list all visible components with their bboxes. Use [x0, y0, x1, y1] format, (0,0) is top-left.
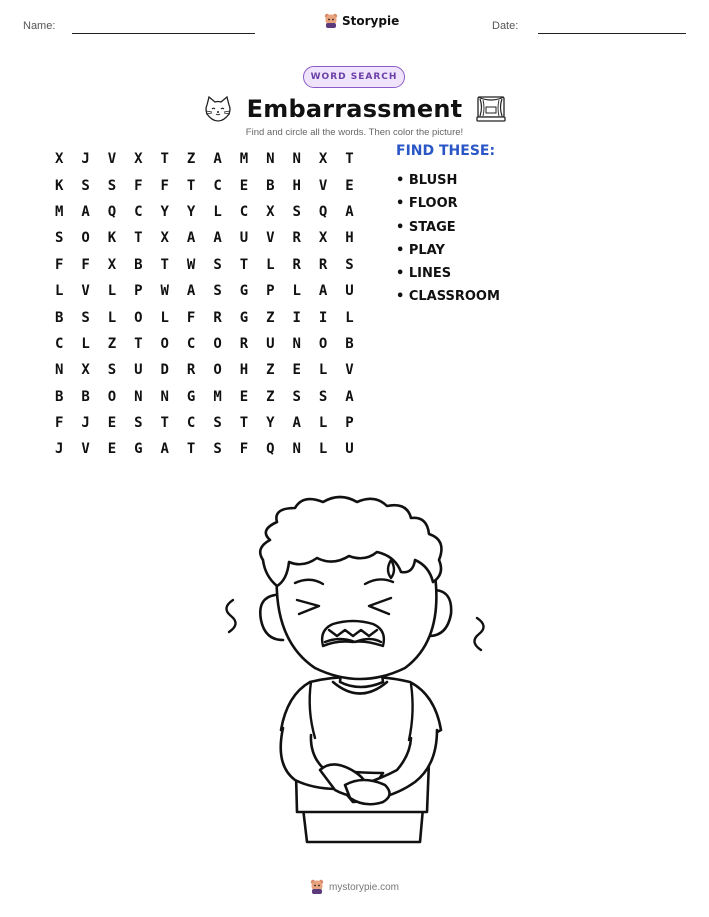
grid-letter[interactable]: S: [345, 256, 354, 273]
grid-letter[interactable]: O: [318, 335, 328, 352]
grid-letter[interactable]: D: [160, 362, 169, 379]
brand-logo: [324, 13, 399, 29]
word-list-item: • PLAY: [396, 242, 445, 258]
grid-letter[interactable]: N: [292, 151, 301, 168]
grid-letter[interactable]: P: [134, 283, 143, 300]
grid-letter[interactable]: N: [292, 441, 301, 458]
grid-letter[interactable]: F: [160, 177, 169, 194]
word-list-item: • BLUSH: [396, 173, 458, 188]
grid-letter[interactable]: S: [318, 388, 328, 405]
grid-letter[interactable]: X: [318, 230, 328, 247]
grid-letter[interactable]: A: [81, 203, 90, 220]
grid-letter[interactable]: J: [54, 441, 64, 458]
word-list-item: • CLASSROOM: [396, 289, 500, 305]
grid-letter[interactable]: U: [134, 362, 143, 379]
grid-letter[interactable]: A: [213, 151, 222, 168]
grid-letter[interactable]: P: [266, 283, 275, 300]
name-field-line[interactable]: [72, 33, 255, 34]
grid-letter[interactable]: J: [81, 415, 90, 432]
grid-letter[interactable]: X: [134, 151, 143, 168]
grid-letter[interactable]: H: [239, 362, 249, 379]
grid-letter[interactable]: O: [160, 335, 169, 352]
grid-letter[interactable]: U: [345, 441, 354, 458]
grid-letter[interactable]: A: [345, 203, 354, 220]
grid-letter[interactable]: T: [345, 151, 354, 168]
grid-letter[interactable]: F: [134, 177, 143, 194]
grid-letter[interactable]: O: [107, 388, 117, 405]
page-title: Embarrassment: [246, 95, 463, 123]
grid-letter[interactable]: L: [292, 283, 301, 300]
bear-mascot-icon: [310, 879, 324, 895]
grid-letter[interactable]: A: [160, 441, 169, 458]
grid-letter[interactable]: S: [107, 362, 117, 379]
grid-letter[interactable]: T: [160, 151, 169, 168]
grid-letter[interactable]: V: [345, 362, 354, 379]
grid-letter[interactable]: T: [186, 177, 196, 194]
grid-letter[interactable]: X: [54, 151, 64, 168]
grid-letter[interactable]: H: [345, 230, 354, 247]
grid-letter[interactable]: X: [318, 151, 328, 168]
grid-letter[interactable]: F: [54, 256, 64, 273]
grid-letter[interactable]: S: [213, 415, 222, 432]
grid-letter[interactable]: Y: [266, 415, 275, 432]
grid-letter[interactable]: S: [81, 177, 90, 194]
grid-letter[interactable]: M: [239, 151, 249, 168]
instructions: Find and circle all the words. Then color the picture!: [245, 127, 464, 138]
grid-letter[interactable]: N: [54, 362, 64, 379]
grid-letter[interactable]: L: [318, 415, 328, 432]
grid-letter[interactable]: X: [160, 230, 169, 247]
grid-letter[interactable]: C: [239, 203, 249, 220]
grid-letter[interactable]: T: [186, 441, 196, 458]
grid-letter[interactable]: S: [292, 203, 301, 220]
grid-letter[interactable]: S: [54, 230, 64, 247]
grid-letter[interactable]: B: [81, 388, 90, 405]
grid-letter[interactable]: S: [213, 441, 222, 458]
embarrassed-boy-illustration: [215, 490, 495, 850]
grid-letter[interactable]: S: [292, 388, 301, 405]
grid-letter[interactable]: X: [107, 256, 117, 273]
grid-letter[interactable]: B: [54, 388, 64, 405]
grid-letter[interactable]: T: [239, 256, 249, 273]
grid-letter[interactable]: C: [54, 335, 64, 352]
grid-letter[interactable]: R: [186, 362, 196, 379]
grid-letter[interactable]: K: [54, 177, 64, 194]
grid-letter[interactable]: L: [81, 335, 90, 352]
grid-letter[interactable]: S: [213, 283, 222, 300]
grid-letter[interactable]: A: [213, 230, 222, 247]
grid-letter[interactable]: K: [107, 230, 117, 247]
grid-letter[interactable]: N: [160, 388, 169, 405]
name-label: Name:: [23, 20, 56, 32]
stage-curtain-icon: [476, 95, 506, 123]
grid-letter[interactable]: M: [213, 388, 222, 405]
grid-letter[interactable]: N: [266, 151, 275, 168]
grid-letter[interactable]: X: [266, 203, 275, 220]
grid-letter[interactable]: L: [266, 256, 275, 273]
grid-letter[interactable]: R: [292, 230, 301, 247]
grid-letter[interactable]: B: [54, 309, 64, 326]
grid-letter[interactable]: O: [81, 230, 90, 247]
grid-letter[interactable]: L: [54, 283, 64, 300]
grid-letter[interactable]: S: [81, 309, 90, 326]
grid-letter[interactable]: V: [81, 283, 90, 300]
date-label: Date:: [492, 20, 519, 32]
grid-letter[interactable]: X: [81, 362, 90, 379]
grid-letter[interactable]: G: [239, 283, 249, 300]
grid-letter[interactable]: A: [318, 283, 328, 300]
grid-letter[interactable]: C: [186, 415, 196, 432]
grid-letter[interactable]: R: [213, 309, 222, 326]
grid-letter[interactable]: U: [239, 230, 249, 247]
grid-letter[interactable]: G: [239, 309, 249, 326]
grid-letter[interactable]: B: [266, 177, 275, 194]
grid-letter[interactable]: F: [81, 256, 90, 273]
grid-letter[interactable]: E: [107, 441, 117, 458]
cat-face-icon: [203, 96, 233, 122]
grid-letter[interactable]: Y: [186, 203, 196, 220]
grid-letter[interactable]: F: [54, 415, 64, 432]
grid-letter[interactable]: V: [266, 230, 275, 247]
worksheet-header: [0, 0, 709, 50]
grid-letter[interactable]: L: [318, 362, 328, 379]
brand-name: Storypie: [342, 14, 400, 28]
footer-url[interactable]: mystorypie.com: [328, 881, 399, 893]
grid-letter[interactable]: L: [318, 441, 328, 458]
grid-letter[interactable]: E: [107, 415, 117, 432]
grid-letter[interactable]: L: [345, 309, 354, 326]
grid-letter[interactable]: E: [345, 177, 354, 194]
grid-letter[interactable]: L: [213, 203, 222, 220]
grid-letter[interactable]: C: [213, 177, 222, 194]
grid-letter[interactable]: Z: [266, 388, 275, 405]
grid-letter[interactable]: V: [81, 441, 90, 458]
letter-grid: [46, 146, 363, 463]
word-search-badge: WORD SEARCH: [303, 66, 405, 88]
grid-letter[interactable]: H: [292, 177, 301, 194]
bear-mascot-icon: [324, 13, 338, 29]
grid-letter[interactable]: G: [186, 388, 196, 405]
word-list-title: FIND THESE:: [396, 143, 496, 159]
word-list-item: • STAGE: [396, 219, 456, 235]
grid-letter[interactable]: M: [54, 203, 64, 220]
grid-letter[interactable]: U: [345, 283, 354, 300]
grid-letter[interactable]: U: [266, 335, 275, 352]
grid-letter[interactable]: O: [213, 335, 222, 352]
grid-letter[interactable]: R: [239, 335, 249, 352]
grid-letter[interactable]: C: [186, 335, 196, 352]
grid-letter[interactable]: E: [239, 388, 249, 405]
grid-letter[interactable]: Z: [266, 309, 275, 326]
grid-letter[interactable]: O: [213, 362, 222, 379]
grid-letter[interactable]: Z: [107, 335, 117, 352]
date-field-line[interactable]: [538, 33, 686, 34]
grid-letter[interactable]: B: [134, 256, 143, 273]
grid-letter[interactable]: J: [81, 151, 90, 168]
grid-letter[interactable]: Y: [160, 203, 169, 220]
grid-letter[interactable]: S: [107, 177, 117, 194]
grid-letter[interactable]: N: [134, 388, 143, 405]
grid-letter[interactable]: T: [160, 415, 169, 432]
grid-letter[interactable]: V: [318, 177, 328, 194]
grid-letter[interactable]: T: [239, 415, 249, 432]
title-row: [0, 92, 709, 126]
grid-letter[interactable]: A: [186, 283, 196, 300]
grid-letter[interactable]: L: [107, 283, 117, 300]
grid-letter[interactable]: Z: [186, 151, 196, 168]
grid-letter[interactable]: A: [186, 230, 196, 247]
grid-letter[interactable]: C: [134, 203, 143, 220]
grid-letter[interactable]: O: [134, 309, 143, 326]
grid-letter[interactable]: R: [318, 256, 328, 273]
grid-letter[interactable]: W: [186, 256, 196, 273]
grid-letter[interactable]: G: [134, 441, 143, 458]
grid-letter[interactable]: N: [292, 335, 301, 352]
grid-letter[interactable]: B: [345, 335, 354, 352]
grid-letter[interactable]: T: [134, 230, 143, 247]
grid-letter[interactable]: I: [318, 309, 328, 326]
word-list-panel: [396, 143, 500, 309]
grid-letter[interactable]: Q: [318, 203, 328, 220]
grid-letter[interactable]: S: [213, 256, 222, 273]
grid-letter[interactable]: L: [160, 309, 169, 326]
grid-letter[interactable]: E: [292, 362, 301, 379]
grid-letter[interactable]: P: [345, 415, 354, 432]
grid-letter[interactable]: R: [292, 256, 301, 273]
grid-letter[interactable]: A: [345, 388, 354, 405]
grid-letter[interactable]: E: [239, 177, 249, 194]
grid-letter[interactable]: Q: [266, 441, 275, 458]
grid-letter[interactable]: F: [186, 309, 196, 326]
grid-letter[interactable]: A: [292, 415, 301, 432]
grid-letter[interactable]: I: [292, 309, 301, 326]
grid-letter[interactable]: L: [107, 309, 117, 326]
grid-letter[interactable]: T: [160, 256, 169, 273]
grid-letter[interactable]: S: [134, 415, 143, 432]
word-list-item: • FLOOR: [396, 196, 458, 212]
footer: [0, 879, 709, 895]
grid-letter[interactable]: W: [160, 283, 169, 300]
grid-letter[interactable]: Q: [107, 203, 117, 220]
grid-letter[interactable]: V: [107, 151, 117, 168]
grid-letter[interactable]: T: [134, 335, 143, 352]
grid-letter[interactable]: Z: [266, 362, 275, 379]
word-list-item: • LINES: [396, 266, 452, 282]
grid-letter[interactable]: F: [239, 441, 249, 458]
